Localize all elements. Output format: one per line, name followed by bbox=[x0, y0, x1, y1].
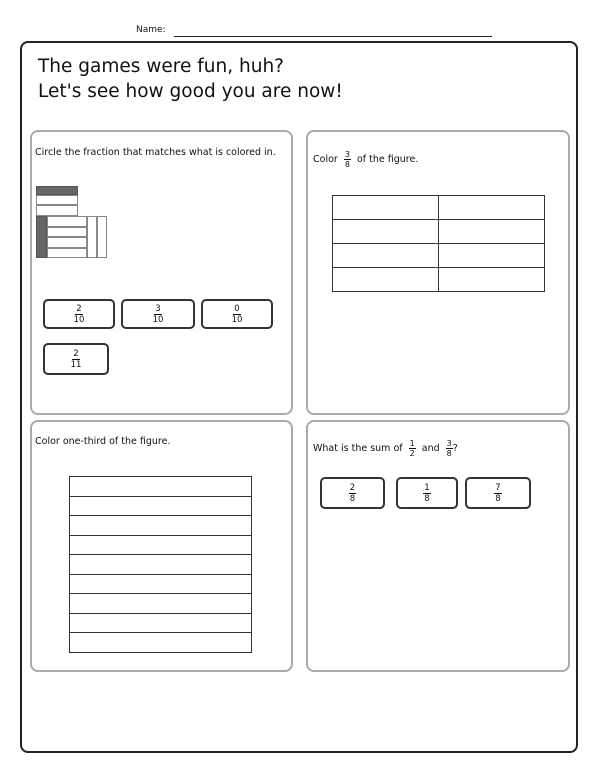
numerator: 0 bbox=[234, 303, 240, 314]
question-3-prompt: Color one-third of the figure. bbox=[35, 436, 171, 447]
numerator: 1 bbox=[409, 439, 415, 448]
grid-cell[interactable] bbox=[439, 196, 545, 220]
denominator: 8 bbox=[349, 493, 356, 504]
grid-cell[interactable] bbox=[70, 613, 252, 633]
title-line-2: Let's see how good you are now! bbox=[38, 81, 343, 102]
grid-cell[interactable] bbox=[439, 268, 545, 292]
grid-cell[interactable] bbox=[70, 574, 252, 594]
grid-cell[interactable] bbox=[333, 196, 439, 220]
figure-bar bbox=[47, 248, 87, 258]
question-2-prompt bbox=[313, 150, 418, 169]
question-1-prompt: Circle the fraction that matches what is colored in. bbox=[35, 147, 276, 158]
q1-option-2[interactable] bbox=[121, 299, 195, 329]
q4-option-3[interactable] bbox=[465, 477, 531, 509]
grid-cell[interactable] bbox=[333, 220, 439, 244]
prompt-text: What is the sum of bbox=[313, 443, 403, 454]
worksheet-title bbox=[38, 54, 343, 104]
q1-option-4[interactable] bbox=[43, 343, 109, 375]
question-4-prompt bbox=[313, 439, 458, 458]
figure-bar bbox=[47, 227, 87, 237]
grid-cell[interactable] bbox=[70, 496, 252, 516]
name-label: Name: bbox=[136, 25, 166, 35]
denominator: 8 bbox=[495, 493, 501, 504]
q1-option-1[interactable] bbox=[43, 299, 115, 329]
prompt-text: and bbox=[421, 443, 440, 454]
figure-bar bbox=[87, 216, 97, 258]
denominator: 2 bbox=[409, 449, 415, 458]
grid-cell[interactable] bbox=[333, 244, 439, 268]
numerator: 3 bbox=[344, 150, 350, 159]
denominator: 8 bbox=[424, 493, 430, 504]
numerator: 3 bbox=[446, 439, 452, 448]
figure-bar bbox=[36, 195, 78, 205]
numerator: 2 bbox=[76, 303, 82, 314]
grid-cell[interactable] bbox=[439, 220, 545, 244]
denominator: 8 bbox=[446, 449, 452, 458]
grid-cell[interactable] bbox=[439, 244, 545, 268]
q4-option-2[interactable] bbox=[396, 477, 458, 509]
prompt-text: of the figure. bbox=[356, 154, 419, 165]
numerator: 7 bbox=[495, 482, 501, 493]
denominator: 10 bbox=[152, 314, 164, 325]
title-line-1: The games were fun, huh? bbox=[38, 56, 284, 77]
grid-cell[interactable] bbox=[70, 516, 252, 536]
colorable-strip-grid bbox=[69, 476, 252, 653]
name-input-line[interactable] bbox=[174, 36, 492, 37]
denominator: 11 bbox=[70, 359, 82, 370]
figure-shaded-side bbox=[36, 216, 47, 258]
q4-option-1[interactable] bbox=[320, 477, 385, 509]
prompt-text: Color bbox=[313, 154, 338, 165]
figure-bar bbox=[47, 216, 87, 227]
figure-bar bbox=[36, 205, 78, 216]
denominator: 10 bbox=[73, 314, 85, 325]
grid-cell[interactable] bbox=[70, 535, 252, 555]
grid-cell[interactable] bbox=[70, 594, 252, 614]
grid-cell[interactable] bbox=[333, 268, 439, 292]
grid-cell[interactable] bbox=[70, 555, 252, 575]
numerator: 2 bbox=[73, 348, 79, 359]
denominator: 8 bbox=[344, 160, 350, 169]
prompt-text: ? bbox=[452, 443, 458, 454]
numerator: 3 bbox=[155, 303, 161, 314]
denominator: 10 bbox=[231, 314, 243, 325]
q1-option-3[interactable] bbox=[201, 299, 273, 329]
figure-bar bbox=[47, 237, 87, 248]
grid-cell[interactable] bbox=[70, 477, 252, 497]
numerator: 1 bbox=[424, 482, 430, 493]
grid-cell[interactable] bbox=[70, 633, 252, 653]
numerator: 2 bbox=[349, 482, 356, 493]
colorable-grid-2x4 bbox=[332, 195, 545, 292]
figure-shaded-top bbox=[36, 186, 78, 195]
figure-bar bbox=[97, 216, 107, 258]
